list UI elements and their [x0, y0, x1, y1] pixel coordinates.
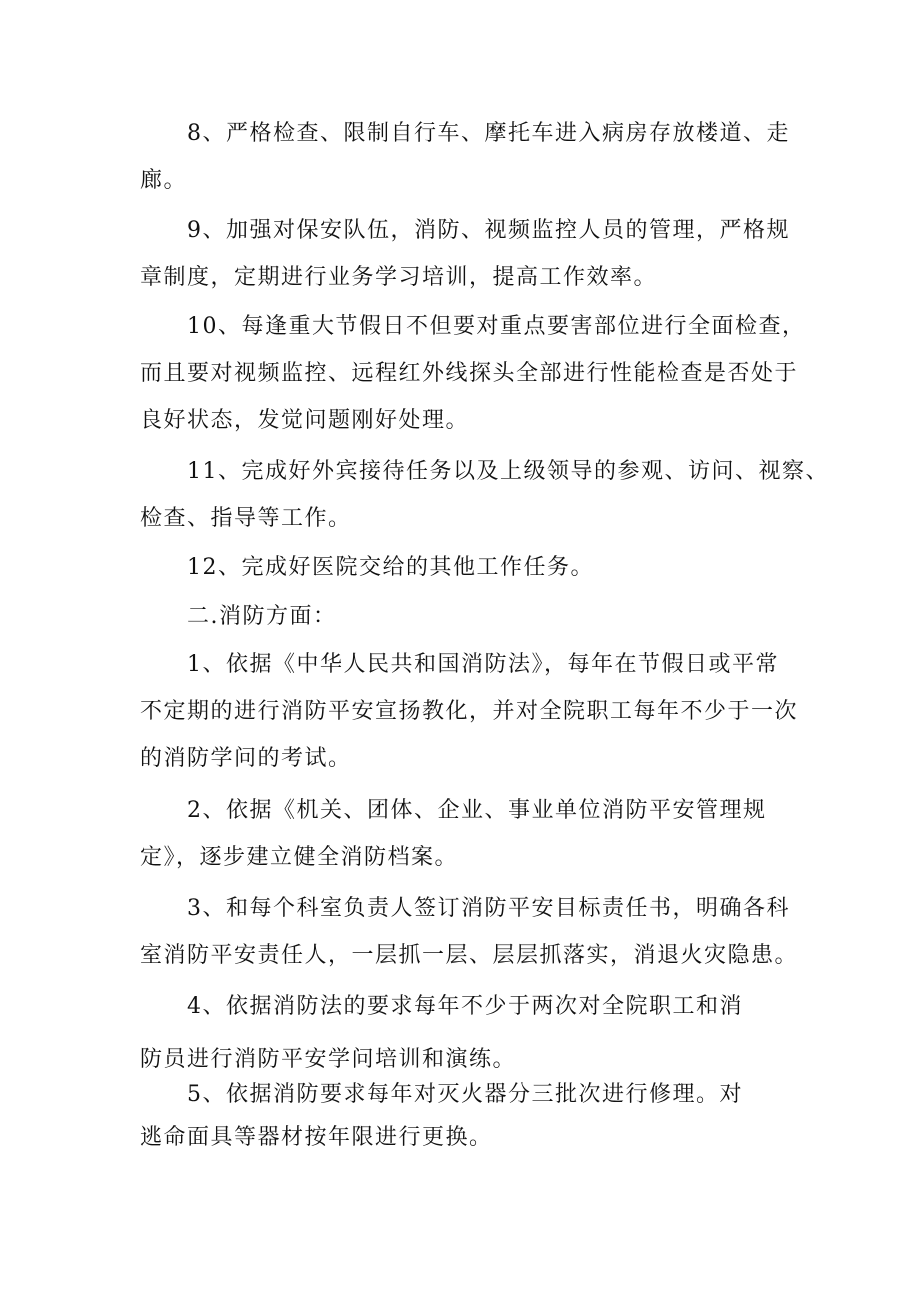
text-line: 3、和每个科室负责人签订消防平安目标责任书，明确各科 [187, 896, 790, 921]
paragraph-fire-2 [140, 787, 800, 881]
text-line: 检查、指导等工作。 [140, 506, 352, 531]
text-line: 11、完成好外宾接待任务以及上级领导的参观、访问、视察、 [187, 459, 829, 484]
paragraph-item-10 [140, 303, 806, 444]
paragraph-fire-4 [140, 983, 800, 1083]
text-line: 防员进行消防平安学问培训和演练。 [140, 1047, 517, 1072]
paragraph-fire-3 [140, 885, 800, 979]
text-line: 不定期的进行消防平安宣扬教化，并对全院职工每年不少于一次 [140, 699, 799, 724]
text-line: 良好状态，发觉问题刚好处理。 [140, 408, 470, 433]
section-heading-fire [140, 593, 800, 640]
text-line: 12、完成好医院交给的其他工作任务。 [187, 555, 594, 580]
text-line: 二.消防方面： [187, 604, 337, 629]
text-line: 的消防学问的考试。 [140, 746, 352, 771]
text-line: 章制度，定期进行业务学习培训，提高工作效率。 [140, 265, 658, 290]
text-line: 10、每逢重大节假日不但要对重点要害部位进行全面检查， [187, 314, 806, 339]
text-line: 9、加强对保安队伍，消防、视频监控人员的管理，严格规 [187, 218, 790, 243]
text-line: 而且要对视频监控、远程红外线探头全部进行性能检查是否处于 [140, 361, 799, 386]
text-line: 定》，逐步建立健全消防档案。 [140, 845, 459, 870]
paragraph-item-12 [140, 544, 800, 591]
paragraph-item-8 [140, 110, 800, 204]
text-line: 2、依据《机关、团体、企业、事业单位消防平安管理规 [187, 798, 767, 823]
text-line: 4、依据消防法的要求每年不少于两次对全院职工和消 [187, 994, 743, 1019]
text-line: 室消防平安责任人，一层抓一层、层层抓落实，消退火灾隐患。 [140, 943, 799, 968]
text-line: 廊。 [140, 168, 188, 193]
text-line: 逃命面具等器材按年限进行更换。 [140, 1125, 493, 1150]
text-line: 5、依据消防要求每年对灭火器分三批次进行修理。对 [187, 1082, 743, 1107]
text-line: 8、严格检查、限制自行车、摩托车进入病房存放楼道、走 [187, 121, 790, 146]
text-line: 1、依据《中华人民共和国消防法》，每年在节假日或平常 [187, 652, 779, 677]
paragraph-item-11 [140, 448, 829, 542]
paragraph-item-9 [140, 207, 800, 301]
paragraph-fire-1 [140, 641, 800, 782]
paragraph-fire-5 [140, 1071, 800, 1161]
